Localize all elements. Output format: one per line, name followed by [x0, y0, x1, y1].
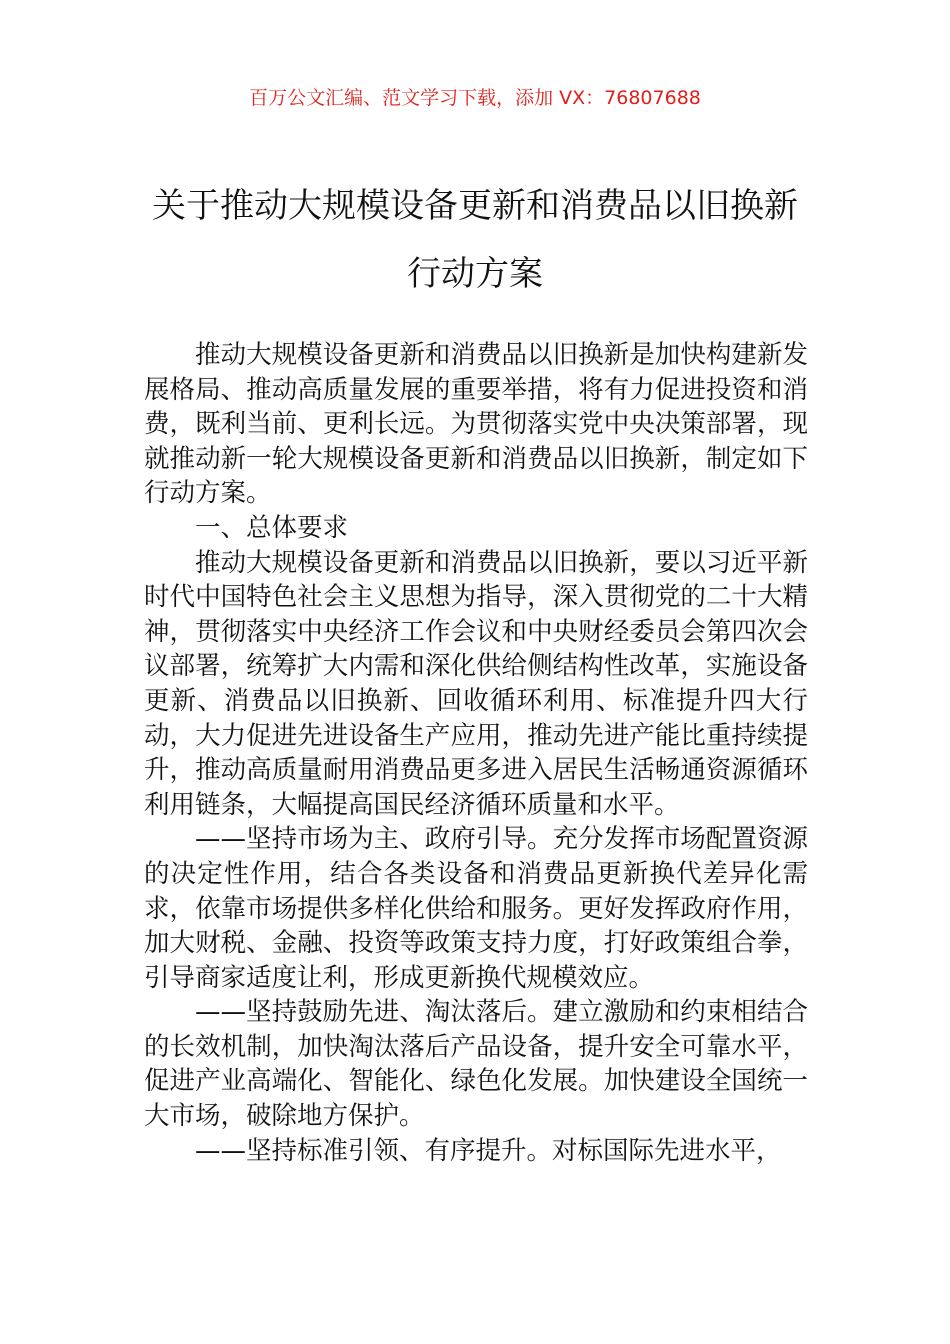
section-heading: 一、总体要求 [195, 512, 349, 543]
intro-paragraph: 推动大规模设备更新和消费品以旧换新是加快构建新发展格局、推动高质量发展的重要举措，将有力促进投资和消费，既利当前、更利长远。为贯彻落实党中央决策部署，现就推动新一轮大规模设备更新和消费品以旧换新，制定如下行动方案。 [144, 340, 808, 509]
document-title: 关于推动大规模设备更新和消费品以旧换新行动方案 [152, 186, 798, 294]
document-body [144, 338, 808, 1168]
principle-paragraph: ——坚持标准引领、有序提升。对标国际先进水平， [195, 1135, 782, 1166]
body-paragraph: 推动大规模设备更新和消费品以旧换新，要以习近平新时代中国特色社会主义思想为指导，深入贯彻党的二十大精神，贯彻落实中央经济工作会议和中央财经委员会第四次会议部署，统筹扩大内需和深化供给侧结构性改革，实施设备更新、消费品以旧换新、回收循环利用、标准提升四大行动，大力促进先进设备生产应用，推动先进产能比重持续提升，推动高质量耐用消费品更多进入居民生活畅通资源循环利用链条，大幅提高国民经济循环质量和水平。 [144, 547, 808, 820]
promo-banner: 百万公文汇编、范文学习下载，添加 VX：76807688 [249, 87, 701, 109]
principle-paragraph: ——坚持市场为主、政府引导。充分发挥市场配置资源的决定性作用，结合各类设备和消费品更新换代差异化需求，依靠市场提供多样化供给和服务。更好发挥政府作用，加大财税、金融、投资等政策支持力度，打好政策组合拳，引导商家适度让利，形成更新换代规模效应。 [144, 824, 808, 993]
principle-paragraph: ——坚持鼓励先进、淘汰落后。建立激励和约束相结合的长效机制，加快淘汰落后产品设备，提升安全可靠水平，促进产业高端化、智能化、绿色化发展。加快建设全国统一大市场，破除地方保护。 [144, 997, 808, 1132]
